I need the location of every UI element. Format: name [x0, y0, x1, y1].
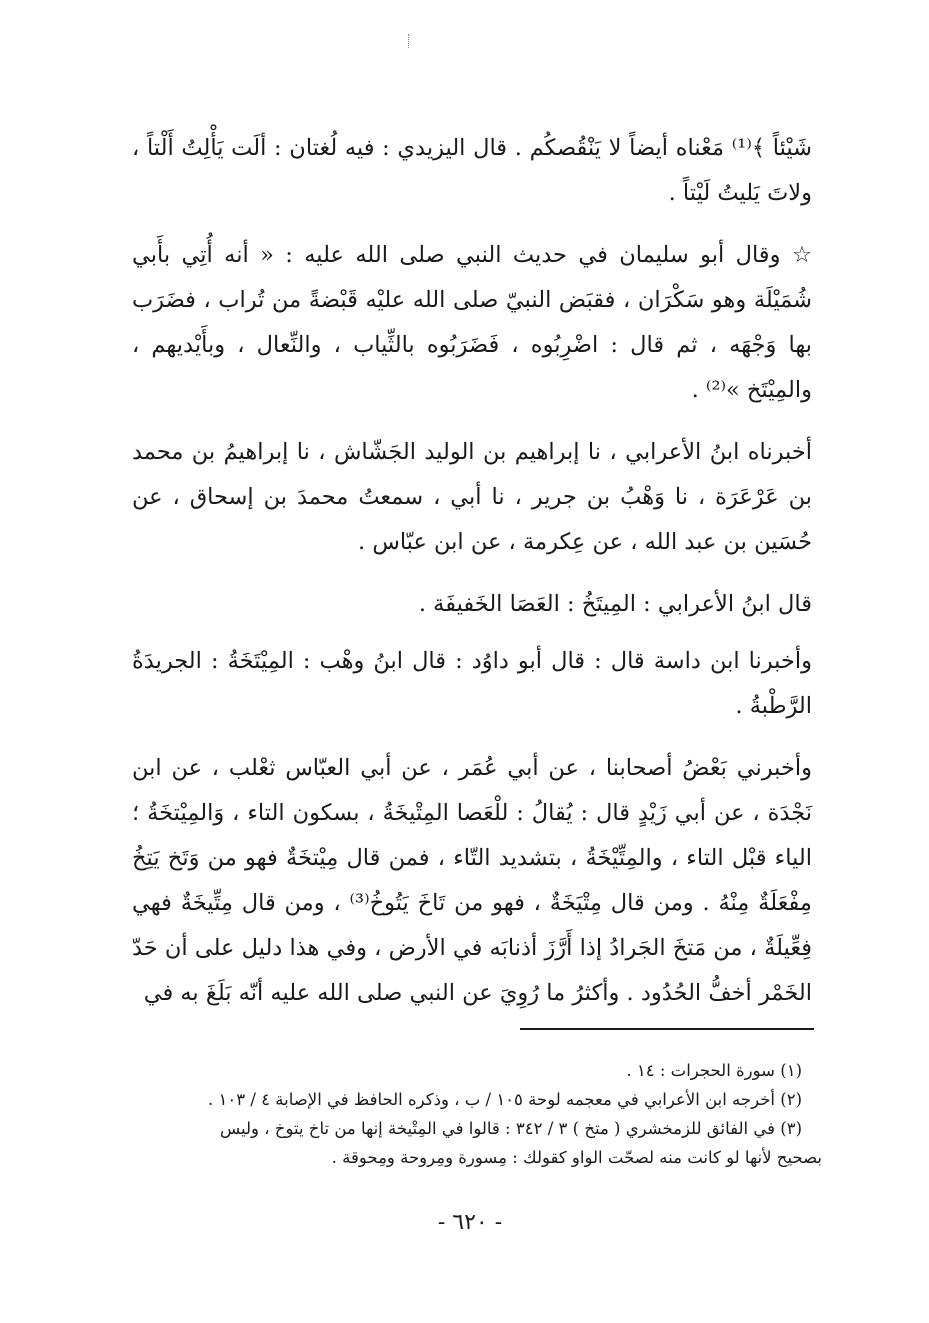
page-number: - ٦٢٠ -: [437, 1210, 503, 1235]
paragraph-5: وأخبرنا ابن داسة قال : قال أبو داوُد : قال ابنُ وهْب : المِيْتَخَةُ : الجريدَةُ الرَّطْبةُ .: [132, 648, 812, 719]
paragraph-4: قال ابنُ الأعرابي : المِيتَخُ : العَصَا الخَفيفَة .: [418, 591, 812, 617]
paragraph-1: شَيْئاً ﴾⁽¹⁾ مَعْناه أيضاً لا يَنْقُصكُم . قال اليزيدي : فيه لُغتان : ألَت يَأْلِتُ أَلْتاً ، ولاتَ يَليتُ لَيْتاً .: [132, 135, 812, 206]
main-text: [132, 126, 812, 1033]
scan-mark: [408, 34, 412, 48]
paragraph-6: وأخبرني بَعْضُ أصحابنا ، عن أبي عُمَر ، عن أبي العبّاس ثعْلب ، عن ابن نَجْدَة ، عن أبي زَيْدٍ قال : يُقالُ : للْعَصا المِتْيخَةُ ، بسكون التاء ، وَالمِيْتخَةُ ؛ الياء قبْل التاء ، والمِتِّيْخَةُ ، بتشديد التّاء ، فمن قال مِيْتخَةٌ فهو من وَتَخ يَتِخُ مِفْعَلَةٌ مِنْهُ . ومن قال مِتْيَخَةٌ ، فهو من تَاخَ يَتُوخُ⁽³⁾ ، ومن قال مِتِّيخَةٌ فهي فِعِّيلَةٌ ، من مَتخَ الجَرادُ إذا أَرَّزَ أذنابَه في الأرض ، وفي هذا دليل على أن حَدّ الخَمْر أخفُّ الحُدُود . وأكثرُ ما رُوِيَ عن النبي صلى الله عليه أنّه بَلَغَ به في: [132, 755, 812, 1006]
footnote-1: (١) سورة الحجرات : ١٤ .: [626, 1061, 802, 1080]
footnote-separator: [520, 1028, 814, 1030]
footnotes: [132, 1056, 822, 1172]
paragraph-2: ☆ وقال أبو سليمان في حديث النبي صلى الله عليه : « أنه أُتِي بأَبي شُمَيْلَة وهو سَكْرَان ، فقبَض النبيّ صلى الله عليْه قَبْضةً من تُراب ، فضَرَب بها وَجْهَه ، ثم قال : اضْرِبُوه ، فَضَرَبُوه بالثِّياب ، والنِّعال ، وبأَيْديهم ، والمِيْتَخ »⁽²⁾ .: [132, 242, 812, 403]
footnote-3: (٣) في الفائق للزمخشري ( متخ ) ٣ / ٣٤٢ : قالوا في المِتْيخة إنها من تاخ يتوخ ، وليس: [219, 1119, 802, 1138]
footnote-3-continued: بصحيح لأنها لو كانت منه لصحّت الواو كقولك : مِسورة ومِروحة ومِحوقة .: [331, 1148, 822, 1167]
footnote-2: (٢) أخرجه ابن الأعرابي في معجمه لوحة ١٠٥ / ب ، وذكره الحافظ في الإصابة ٤ / ١٠٣ .: [208, 1090, 802, 1109]
paragraph-3: أخبرناه ابنُ الأعرابي ، نا إبراهيم بن الوليد الجَشّاش ، نا إبراهيمُ بن محمد بن عَرْعَرَة ، نا وَهْبُ بن جرير ، نا أبي ، سمعتُ محمدَ بن إسحاق ، عن حُسَين بن عبد الله ، عن عِكرمة ، عن ابن عبّاس .: [132, 439, 812, 555]
